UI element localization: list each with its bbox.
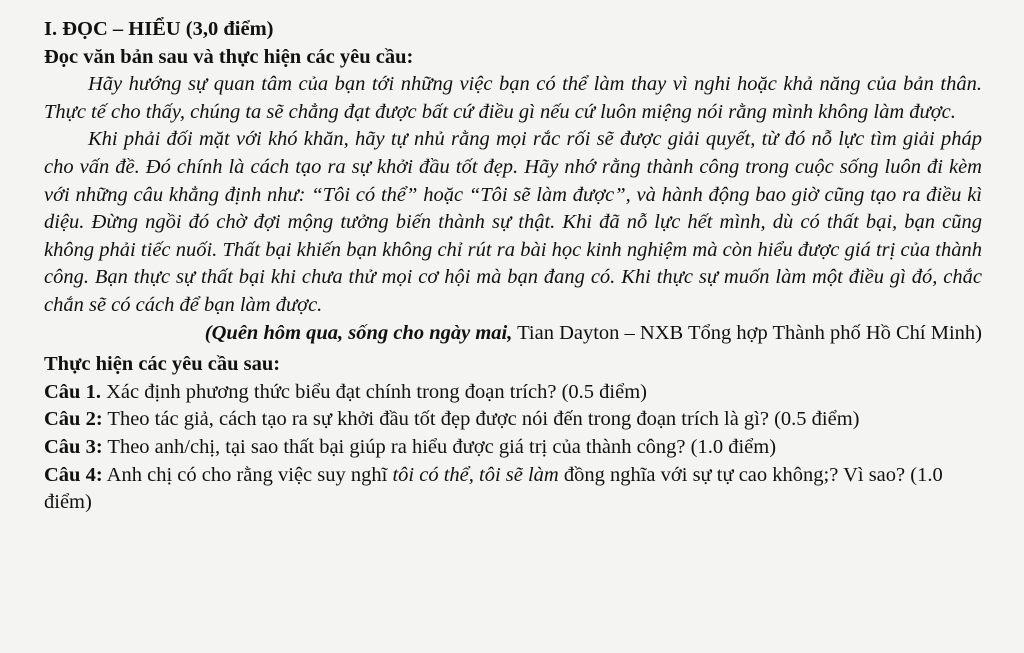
- question-text: Xác định phương thức biểu đạt chính trong đoạn trích? (0.5 điểm): [100, 380, 647, 403]
- source-author-publisher: Tian Dayton – NXB Tổng hợp Thành phố Hồ Chí Minh): [512, 321, 982, 344]
- question-text: Anh chị có cho rằng việc suy nghĩ: [102, 463, 393, 486]
- reading-passage: [44, 71, 982, 319]
- question-1: [44, 379, 982, 407]
- question-label: Câu 4:: [44, 463, 103, 486]
- question-label: Câu 2:: [44, 408, 103, 431]
- question-text: Theo tác giả, cách tạo ra sự khởi đầu tốt đẹp được nói đến trong đoạn trích là gì? (0.5 điểm): [102, 408, 860, 431]
- tasks-title: Thực hiện các yêu cầu sau:: [44, 353, 281, 376]
- passage-paragraph-1: Hãy hướng sự quan tâm của bạn tới những việc bạn có thể làm thay vì nghi hoặc khả năng của bản thân. Thực tế cho thấy, chúng ta sẽ chẳng đạt được bất cứ điều gì nếu cứ luôn miệng nói rằng mình không làm được.: [44, 73, 982, 123]
- passage-source: [44, 320, 982, 348]
- question-4: [44, 462, 982, 517]
- question-label: Câu 3:: [44, 435, 103, 458]
- question-text-end: đồng nghĩa với sự tự cao không;? Vì sao? (1.0 điểm): [44, 463, 943, 514]
- passage-paragraph-2: Khi phải đối mặt với khó khăn, hãy tự nhủ rằng mọi rắc rối sẽ được giải quyết, từ đó nỗ lực tìm giải pháp cho vấn đề. Đó chính là cách tạo ra sự khởi đầu tốt đẹp. Hãy nhớ rằng thành công trong cuộc sống luôn đi kèm với những câu khẳng định như: “Tôi có thể” hoặc “Tôi sẽ làm được”, và hành động bao giờ cũng tạo ra điều kì diệu. Đừng ngồi đó chờ đợi mộng tưởng biến thành sự thật. Khi đã nỗ lực hết mình, dù có thất bại, bạn cũng không phải tiếc nuối. Thất bại khiến bạn không chỉ rút ra bài học kinh nghiệm mà còn hiểu được giá trị của thành công. Bạn thực sự thất bại khi chưa thử mọi cơ hội mà bạn đang có. Khi thực sự muốn làm một điều gì đó, chắc chắn sẽ có cách để bạn làm được.: [44, 128, 982, 316]
- question-3: [44, 434, 982, 462]
- question-italic-phrase: tôi có thể, tôi sẽ làm: [392, 463, 559, 486]
- source-book-title: (Quên hôm qua, sống cho ngày mai,: [204, 321, 513, 344]
- question-2: [44, 406, 982, 434]
- question-label: Câu 1.: [44, 380, 101, 403]
- question-text: Theo anh/chị, tại sao thất bại giúp ra hiểu được giá trị của thành công? (1.0 điểm): [102, 435, 777, 458]
- section-heading: I. ĐỌC – HIỂU (3,0 điểm): [44, 18, 274, 40]
- instruction-line: Đọc văn bản sau và thực hiện các yêu cầu:: [44, 45, 414, 68]
